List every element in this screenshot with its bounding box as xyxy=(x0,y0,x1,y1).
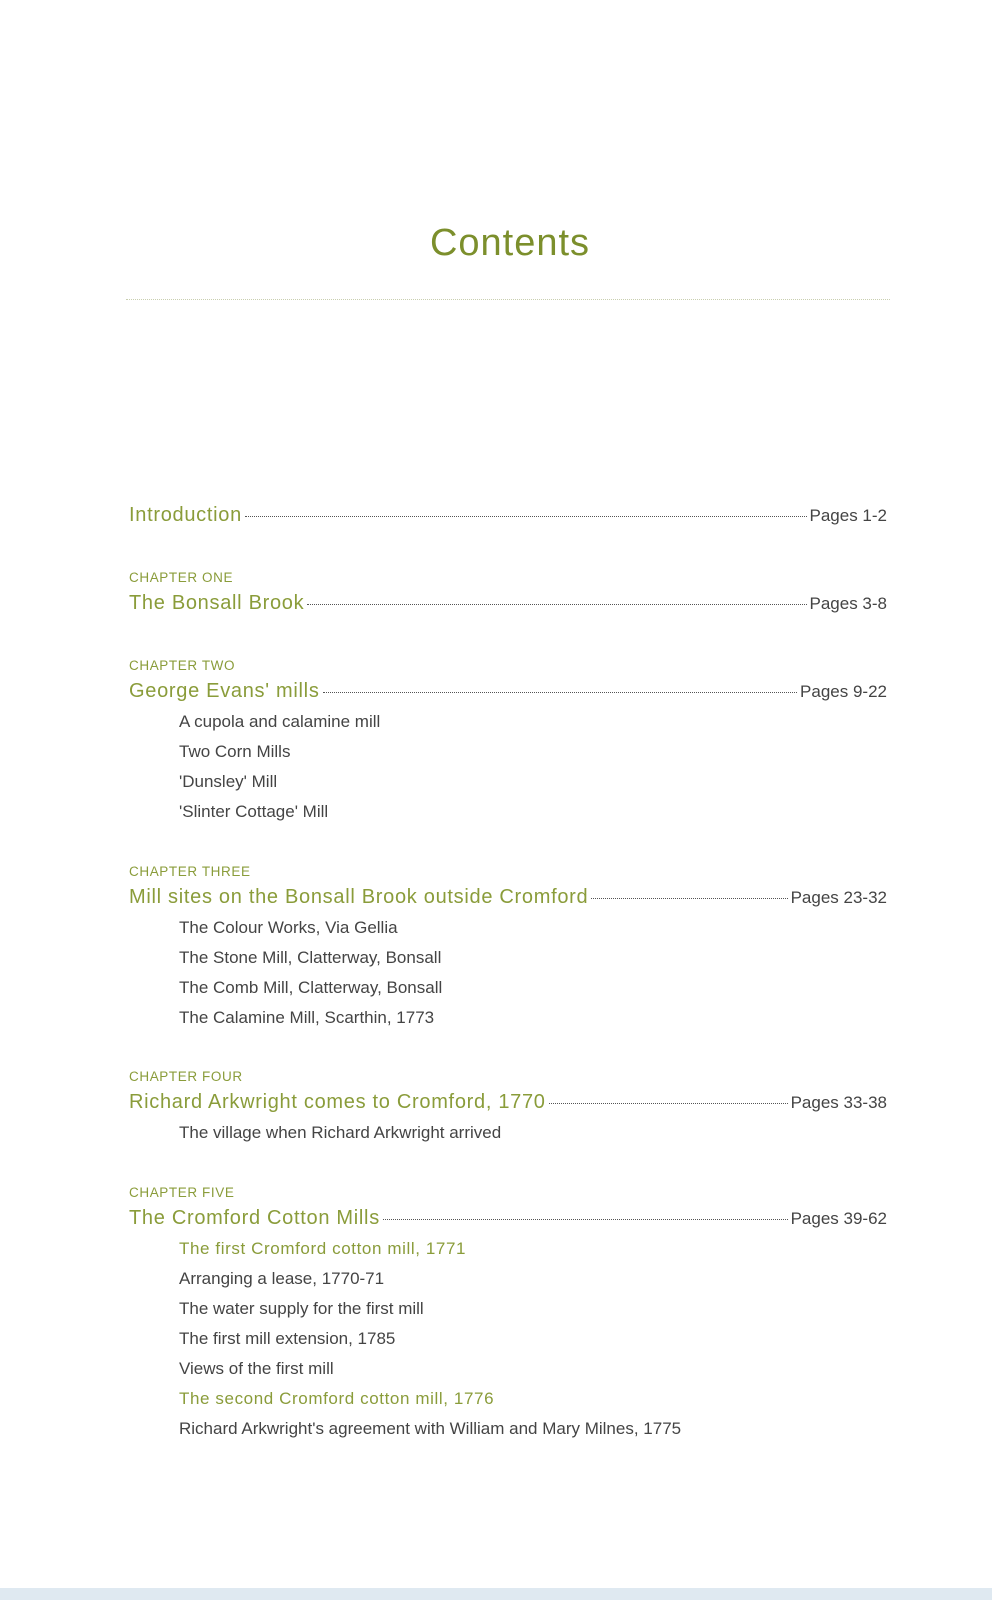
entry-pages: Pages 39-62 xyxy=(790,1209,887,1228)
toc-entry-introduction[interactable] xyxy=(129,504,887,527)
dot-leader xyxy=(307,604,806,605)
toc-entry-chapter-two[interactable] xyxy=(129,680,887,703)
subsection-item: A cupola and calamine mill xyxy=(179,712,381,731)
subsection-item: The Calamine Mill, Scarthin, 1773 xyxy=(179,1008,435,1027)
dot-leader xyxy=(591,898,787,899)
subsection-item: The Colour Works, Via Gellia xyxy=(179,918,398,937)
page-edge-strip xyxy=(0,1588,992,1600)
chapter-label: CHAPTER FOUR xyxy=(129,1069,243,1084)
subsection-item: The water supply for the first mill xyxy=(179,1299,424,1318)
chapter-label: CHAPTER THREE xyxy=(129,864,251,879)
subsection-item: 'Dunsley' Mill xyxy=(179,772,278,791)
toc-entry-chapter-three[interactable] xyxy=(129,886,887,909)
entry-pages: Pages 33-38 xyxy=(790,1093,887,1112)
entry-title: The Bonsall Brook xyxy=(129,592,305,614)
entry-title: Mill sites on the Bonsall Brook outside Cromford xyxy=(129,886,589,908)
toc-entry-chapter-five[interactable] xyxy=(129,1207,887,1230)
dot-leader xyxy=(383,1219,788,1220)
page-title: Contents xyxy=(429,222,591,264)
subsection-item: Richard Arkwright's agreement with William and Mary Milnes, 1775 xyxy=(179,1419,682,1438)
dot-leader xyxy=(245,516,807,517)
subsection-item: Views of the first mill xyxy=(179,1359,334,1378)
entry-pages: Pages 9-22 xyxy=(800,682,887,701)
chapter-label: CHAPTER ONE xyxy=(129,570,234,585)
entry-title: Richard Arkwright comes to Cromford, 1770 xyxy=(129,1091,546,1113)
subsection-item: The first mill extension, 1785 xyxy=(179,1329,396,1348)
entry-title: The Cromford Cotton Mills xyxy=(129,1207,380,1229)
dot-leader xyxy=(323,692,798,693)
entry-title: Introduction xyxy=(129,504,242,526)
chapter-label: CHAPTER FIVE xyxy=(129,1185,235,1200)
subsection-heading: The second Cromford cotton mill, 1776 xyxy=(179,1389,495,1408)
chapter-label: CHAPTER TWO xyxy=(129,658,236,673)
subsection-item: The Comb Mill, Clatterway, Bonsall xyxy=(179,978,443,997)
entry-pages: Pages 3-8 xyxy=(809,594,887,613)
entry-pages: Pages 1-2 xyxy=(809,506,887,525)
toc-entry-chapter-four[interactable] xyxy=(129,1091,887,1114)
subsection-item: The village when Richard Arkwright arrived xyxy=(179,1123,502,1142)
entry-title: George Evans' mills xyxy=(129,680,320,702)
subsection-item: Arranging a lease, 1770-71 xyxy=(179,1269,385,1288)
subsection-item: 'Slinter Cottage' Mill xyxy=(179,802,329,821)
subsection-heading: The first Cromford cotton mill, 1771 xyxy=(179,1239,467,1258)
subsection-item: Two Corn Mills xyxy=(179,742,291,761)
title-divider xyxy=(126,299,890,300)
subsection-item: The Stone Mill, Clatterway, Bonsall xyxy=(179,948,442,967)
toc-entry-chapter-one[interactable] xyxy=(129,592,887,615)
dot-leader xyxy=(549,1103,788,1104)
entry-pages: Pages 23-32 xyxy=(790,888,887,907)
